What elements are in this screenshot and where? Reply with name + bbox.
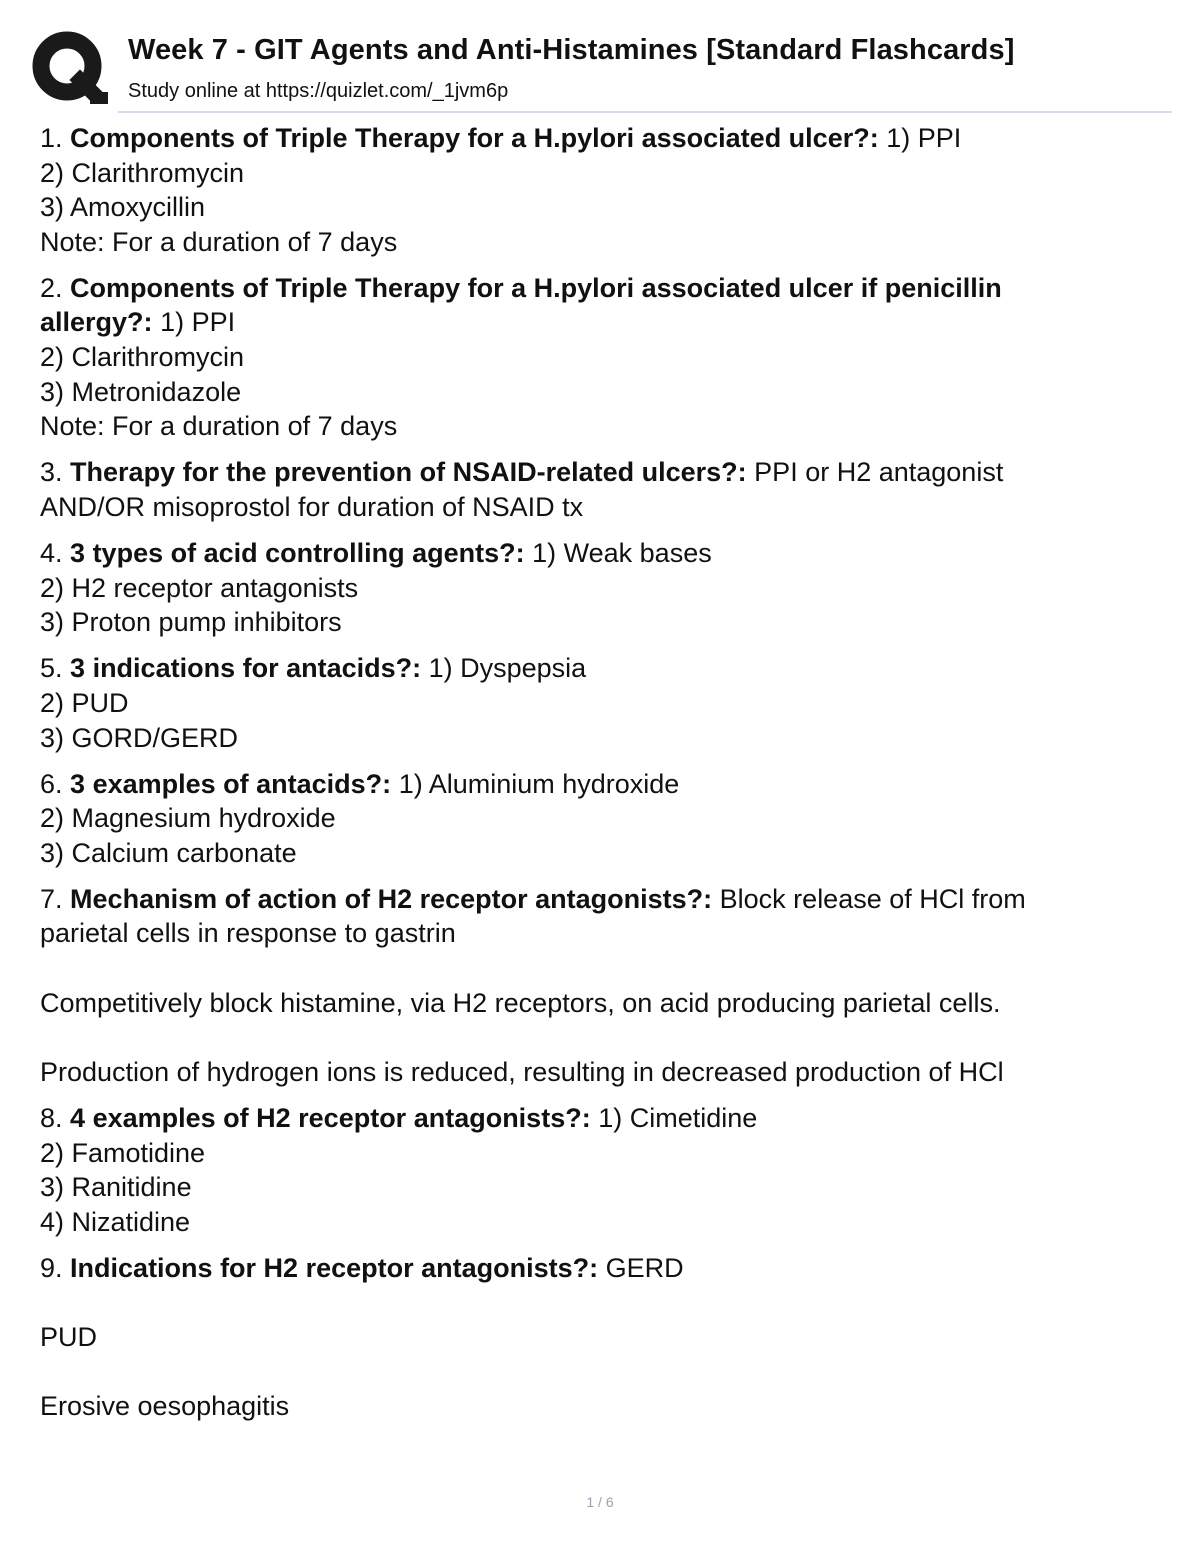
- flashcard-question-line: [40, 1251, 1175, 1286]
- card-answer-line: Block release of HCl from: [719, 883, 1026, 914]
- flashcard-question-line: [40, 1101, 1175, 1136]
- card-answer-line: 1) Cimetidine: [598, 1102, 758, 1133]
- card-answer-line: 3) GORD/GERD: [40, 722, 239, 753]
- study-online-link[interactable]: Study online at https://quizlet.com/_1jvm6p: [128, 80, 509, 102]
- header: [30, 28, 1172, 112]
- card-answer-line: 1) Dyspepsia: [428, 653, 587, 684]
- card-answer-line: Erosive oesophagitis: [40, 1391, 290, 1422]
- card-question: Components of Triple Therapy for a H.pylori associated ulcer?:: [70, 123, 879, 153]
- card-answer-line: 3) Metronidazole: [40, 376, 242, 407]
- page-indicator: 1 / 6: [586, 1494, 614, 1510]
- card-question: Therapy for the prevention of NSAID-related ulcers?:: [70, 457, 747, 488]
- quizlet-logo-icon: [30, 30, 108, 104]
- card-question: 4 examples of H2 receptor antagonists?:: [70, 1102, 591, 1133]
- card-answer-line: PUD: [40, 1322, 98, 1352]
- blank-line: [40, 1355, 1175, 1390]
- card-answer-line: 2) H2 receptor antagonists: [40, 572, 359, 603]
- card-answer-line: Note: For a duration of 7 days: [40, 411, 398, 442]
- flashcard-question-line: [40, 121, 1175, 156]
- flashcard-question-line: [40, 536, 1175, 571]
- flashcard-6: [40, 767, 1175, 871]
- flashcard-5: [40, 651, 1175, 755]
- card-question: Mechanism of action of H2 receptor antagonists?:: [70, 883, 713, 914]
- card-question: 3 examples of antacids?:: [70, 768, 392, 799]
- flashcard-1: [40, 121, 1175, 259]
- card-answer-line: PPI or H2 antagonist: [754, 457, 1004, 488]
- card-answer-line: 2) PUD: [40, 687, 129, 718]
- card-answer-line: 4) Nizatidine: [40, 1206, 191, 1237]
- card-number: 8.: [40, 1102, 63, 1133]
- card-answer-line: 2) Famotidine: [40, 1137, 206, 1168]
- card-answer-line: Competitively block histamine, via H2 receptors, on acid producing parietal cells.: [40, 987, 1001, 1018]
- card-number: 9.: [40, 1252, 63, 1283]
- flashcard-question-line: [40, 882, 1175, 917]
- card-answer-line: 3) Proton pump inhibitors: [40, 607, 342, 638]
- card-answer-line: GERD: [605, 1252, 684, 1283]
- card-answer-line: 1) PPI: [886, 123, 962, 153]
- card-number: 2.: [40, 272, 63, 303]
- card-answer-line: 3) Calcium carbonate: [40, 837, 297, 868]
- page-title: Week 7 - GIT Agents and Anti-Histamines [Standard Flashcards]: [128, 34, 1015, 66]
- card-number: 3.: [40, 457, 63, 488]
- card-question: allergy?:: [40, 307, 153, 338]
- card-answer-line: 1) PPI: [160, 307, 236, 338]
- card-number: 7.: [40, 883, 63, 914]
- flashcard-list: [40, 121, 1175, 1424]
- flashcard-2: [40, 271, 1175, 444]
- card-answer-line: 2) Magnesium hydroxide: [40, 803, 336, 834]
- card-question: 3 indications for antacids?:: [70, 653, 422, 684]
- card-answer-line: 3) Ranitidine: [40, 1172, 192, 1203]
- flashcard-question-line: [40, 305, 1175, 340]
- flashcard-4: [40, 536, 1175, 640]
- card-number: 1.: [40, 123, 63, 153]
- blank-line: [40, 1020, 1175, 1055]
- card-answer-line: Note: For a duration of 7 days: [40, 226, 398, 257]
- flashcard-9: [40, 1251, 1175, 1424]
- flashcard-8: [40, 1101, 1175, 1239]
- card-answer-line: Production of hydrogen ions is reduced, resulting in decreased production of HCl: [40, 1056, 1004, 1087]
- header-divider: [118, 111, 1172, 113]
- flashcard-question-line: [40, 651, 1175, 686]
- card-question: Components of Triple Therapy for a H.pylori associated ulcer if penicillin: [70, 272, 1002, 303]
- flashcard-7: [40, 882, 1175, 1090]
- card-answer-line: parietal cells in response to gastrin: [40, 918, 456, 949]
- flashcard-question-line: [40, 455, 1175, 490]
- card-number: 4.: [40, 538, 63, 569]
- card-number: 5.: [40, 653, 63, 684]
- flashcard-question-line: [40, 767, 1175, 802]
- blank-line: [40, 951, 1175, 986]
- card-answer-line: 2) Clarithromycin: [40, 157, 245, 188]
- flashcard-question-line: [40, 271, 1175, 306]
- card-question: Indications for H2 receptor antagonists?:: [70, 1252, 599, 1283]
- card-answer-line: 2) Clarithromycin: [40, 342, 245, 373]
- flashcard-3: [40, 455, 1175, 524]
- card-answer-line: 1) Weak bases: [532, 538, 712, 569]
- card-answer-line: 1) Aluminium hydroxide: [398, 768, 680, 799]
- card-answer-line: 3) Amoxycillin: [40, 192, 206, 223]
- blank-line: [40, 1285, 1175, 1320]
- card-number: 6.: [40, 768, 63, 799]
- card-question: 3 types of acid controlling agents?:: [70, 538, 525, 569]
- card-answer-line: AND/OR misoprostol for duration of NSAID tx: [40, 491, 584, 522]
